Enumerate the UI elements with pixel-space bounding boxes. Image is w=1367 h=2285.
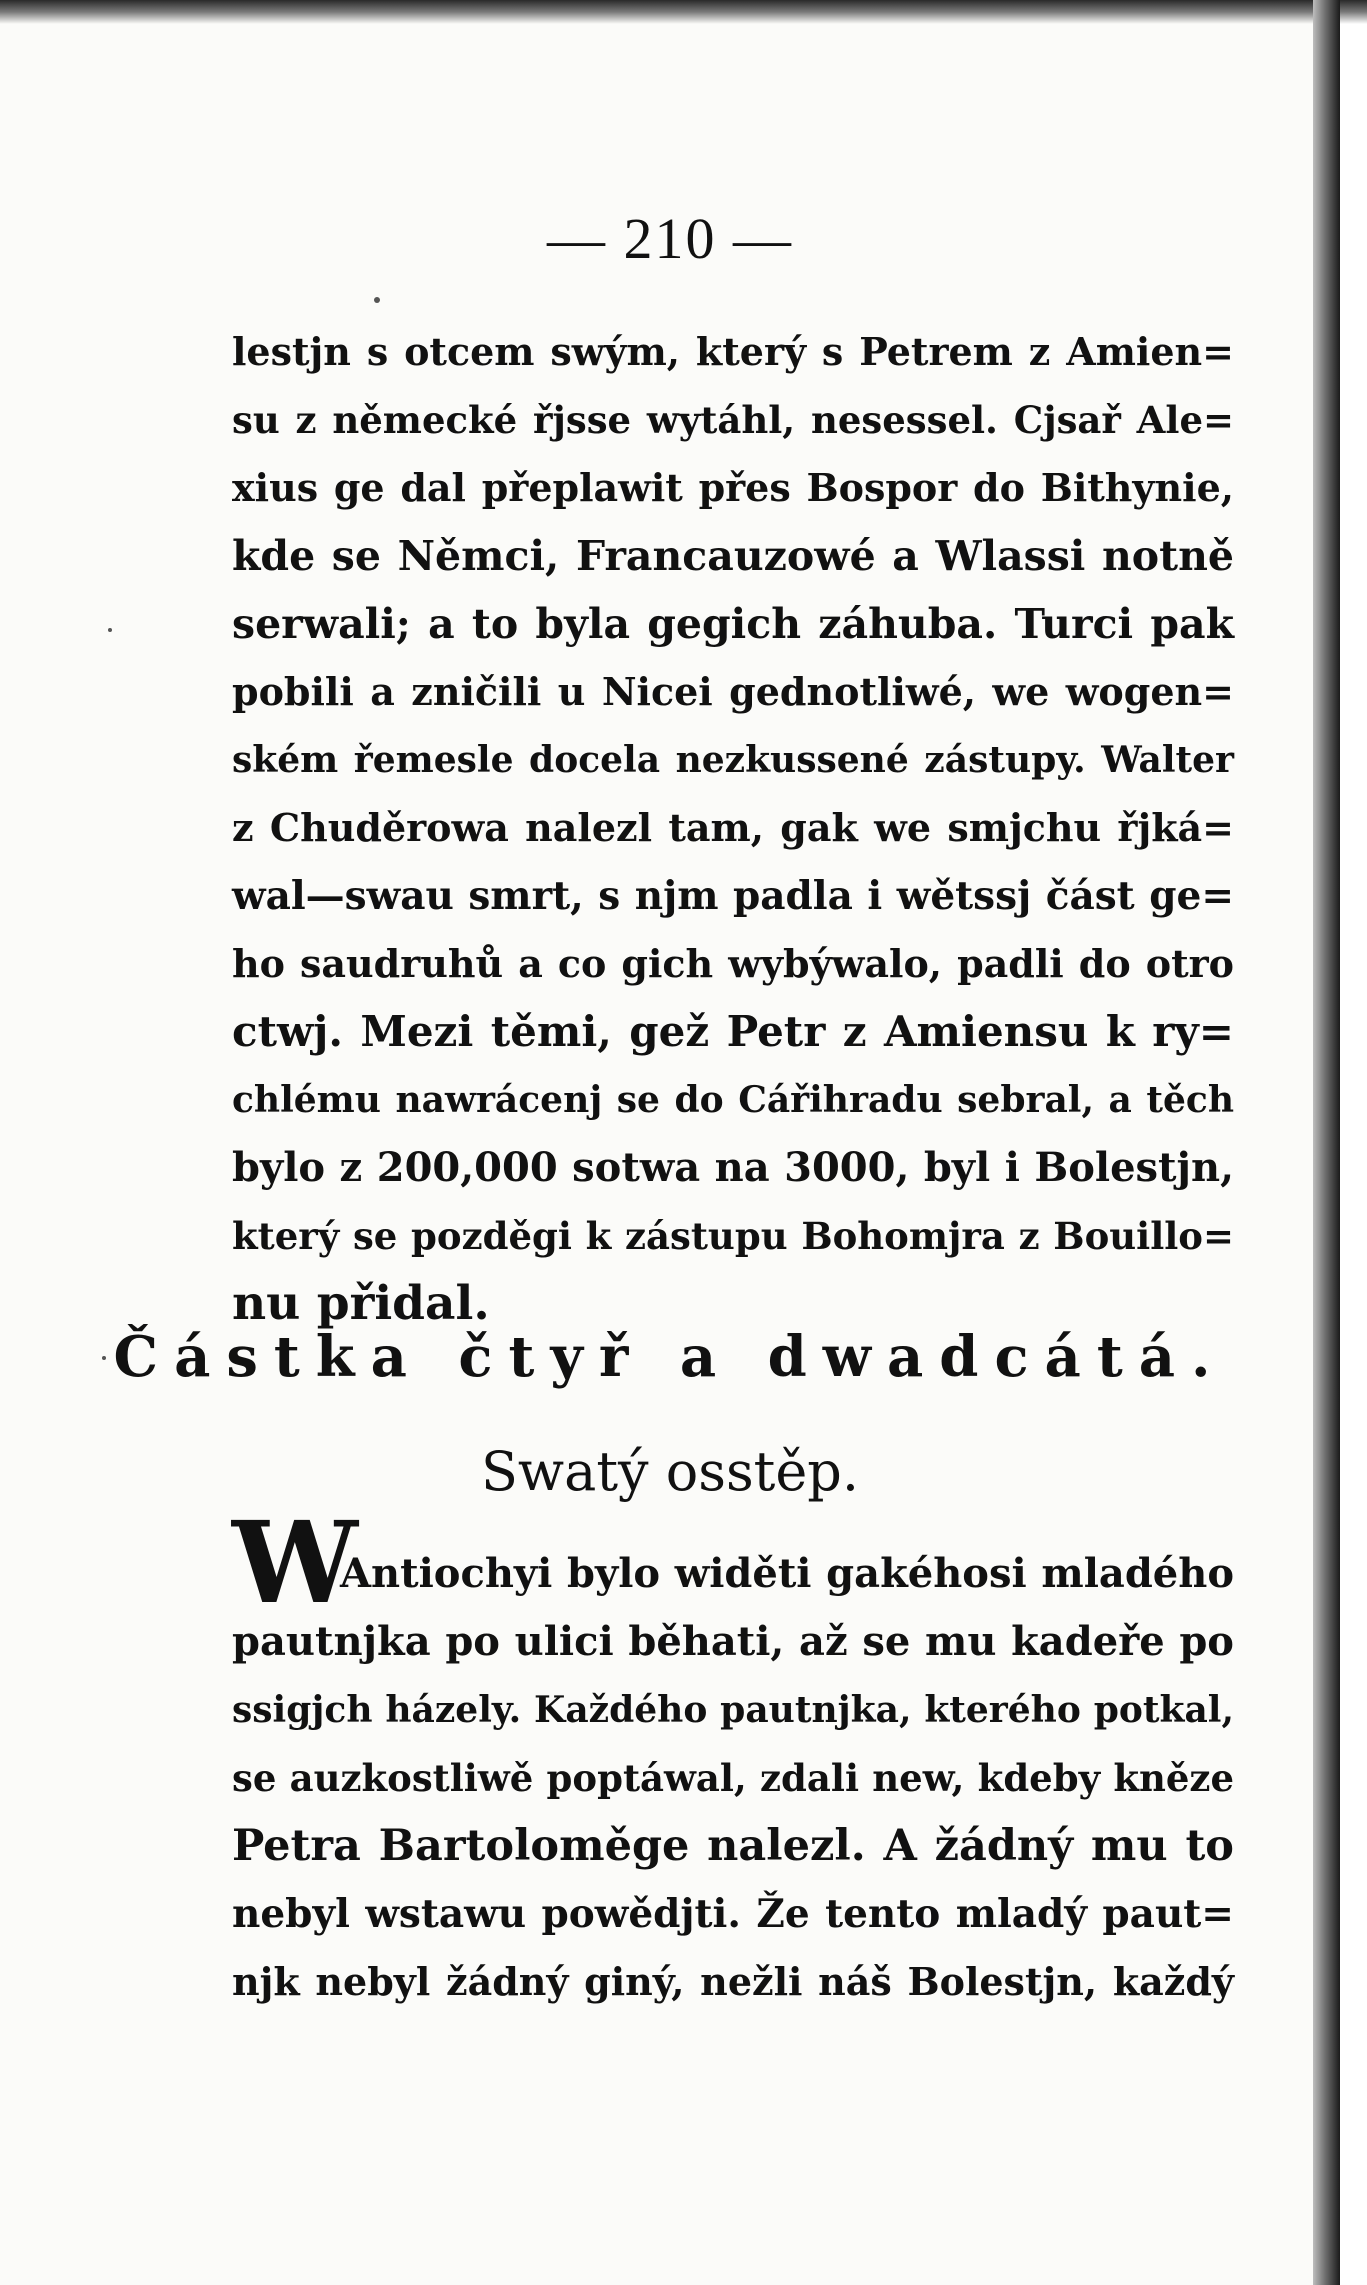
text-line: ctwj. Mezi těmi, gež Petr z Amiensu k ry= [232,1007,1234,1056]
text-line: njk nebyl žádný giný, nežli náš Bolestjn, každý [232,1959,1234,2004]
text-line: ském řemesle docela nezkussené zástupy. Walter [232,739,1234,781]
text-line: z Chuděrowa nalezl tam, gak we smjchu řjká= [232,805,1234,850]
text-line: nebyl wstawu powědjti. Že tento mladý paut= [232,1891,1234,1937]
text-line: ho saudruhů a co gich wybýwalo, padli do otro [232,941,1234,986]
text-line: nu přidal. [232,1276,490,1331]
print-speck [108,628,112,632]
text-line: Petra Bartoloměge nalezl. A žádný mu to [232,1821,1234,1871]
chapter-subtitle: Swatý osstěp. [480,1440,860,1503]
text-line: pautnjka po ulici běhati, až se mu kadeře po [232,1618,1234,1665]
scan-top-shadow [0,0,1367,24]
text-line: který se pozděgi k zástupu Bohomjra z Bouillo= [232,1214,1234,1258]
text-line: chlému nawrácenj se do Cářihradu sebral, a těch [232,1079,1234,1121]
text-line: xius ge dal přeplawit přes Bospor do Bithynie, [232,465,1234,510]
text-line: bylo z 200,000 sotwa na 3000, byl i Bolestjn, [232,1144,1234,1191]
text-line: wal—swau smrt, s njm padla i wětssj část ge= [232,873,1234,919]
drop-cap: W [232,1498,358,1629]
print-speck [374,297,380,303]
text-line: ssigjch házely. Každého pautnjka, kterého potkal, [232,1689,1234,1731]
text-line: lestjn s otcem swým, který s Petrem z Amien= [232,329,1234,374]
paragraph-1 [232,318,1234,1338]
paragraph-2 [232,1540,1234,2016]
page-number: — 210 — [547,206,793,271]
scan-edge-shadow [1313,0,1340,2285]
text-line: su z německé řjsse wytáhl, nesessel. Cjsař Ale= [232,398,1234,442]
text-line: se auzkostliwě poptáwal, zdali new, kdeby kněze [232,1756,1234,1800]
text-line: pobili a zničili u Nicei gednotliwé, we wogen= [232,669,1234,714]
chapter-title: Částka čtyř a dwadcátá. [113,1324,1227,1390]
text-line: kde se Němci, Francauzowé a Wlassi notně [232,532,1234,580]
text-line: serwali; a to byla gegich záhuba. Turci pak [232,600,1234,648]
text-line: Antiochyi bylo widěti gakéhosi mladého [340,1550,1234,1597]
